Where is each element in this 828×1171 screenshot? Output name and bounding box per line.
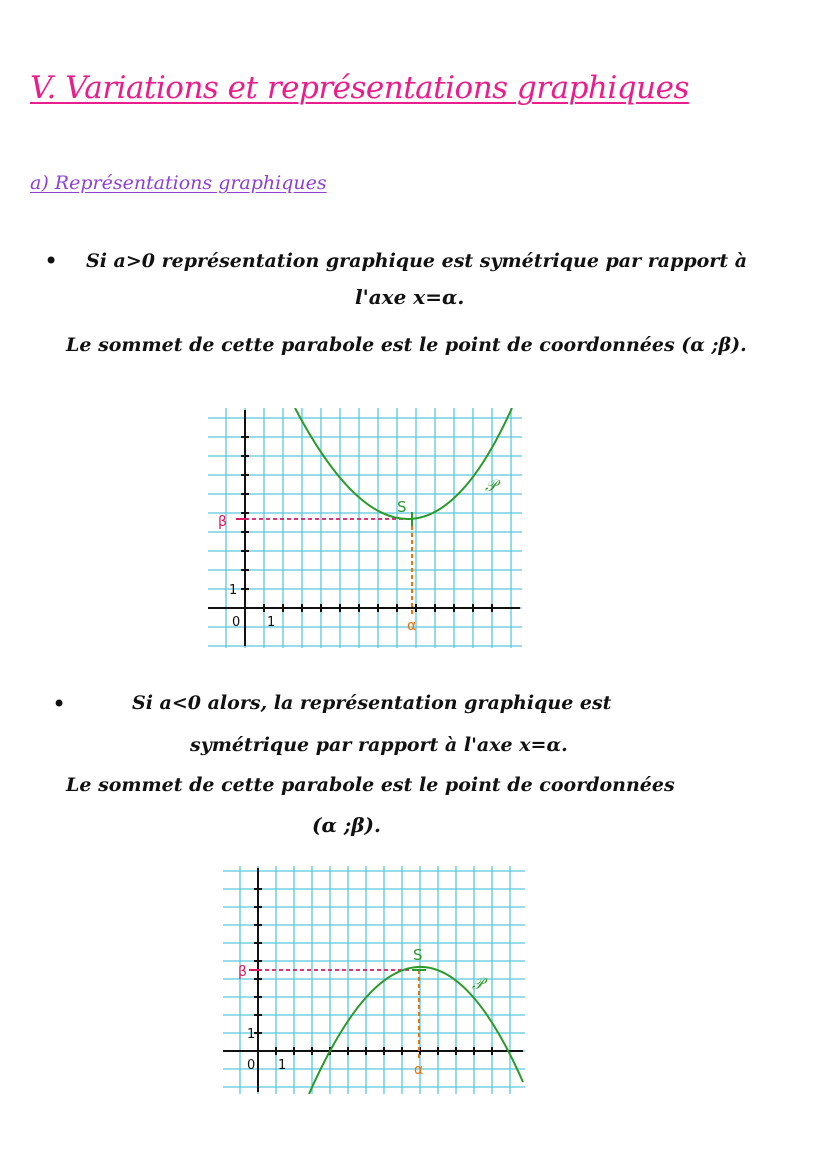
curve-label: 𝒫 — [485, 476, 497, 495]
y-one-label: 1 — [247, 1027, 256, 1042]
origin-label: 0 — [232, 615, 241, 630]
text-line: Le sommet de cette parabole est le point de coordonnées (α ;β). — [66, 334, 747, 356]
y-one-label: 1 — [229, 583, 238, 598]
alpha-label: α — [414, 1062, 424, 1078]
graph-parabola-downward — [223, 866, 525, 1094]
page-title: V. Variations et représentations graphiques — [30, 70, 689, 106]
vertex-label: S — [413, 946, 423, 964]
section-subtitle: a) Représentations graphiques — [30, 172, 327, 194]
vertex-label: S — [397, 498, 407, 516]
bullet-point: • — [44, 247, 59, 275]
alpha-label: α — [407, 618, 417, 634]
curve-label: 𝒫 — [472, 974, 484, 993]
beta-label: β — [238, 964, 247, 980]
grid-lines — [208, 408, 522, 648]
origin-label: 0 — [247, 1058, 256, 1073]
bullet-point: • — [52, 690, 67, 718]
text-line: (α ;β). — [312, 813, 381, 837]
beta-label: β — [218, 514, 227, 530]
graph-parabola-upward — [208, 408, 522, 648]
x-one-label: 1 — [278, 1058, 287, 1073]
text-line: Si a<0 alors, la représentation graphique est — [132, 692, 612, 714]
text-line: l'axe x=α. — [355, 285, 465, 309]
text-line: symétrique par rapport à l'axe x=α. — [190, 734, 568, 756]
text-line: Si a>0 représentation graphique est symétrique par rapport à — [86, 250, 748, 272]
text-line: Le sommet de cette parabole est le point de coordonnées — [66, 774, 675, 796]
x-one-label: 1 — [267, 615, 276, 630]
